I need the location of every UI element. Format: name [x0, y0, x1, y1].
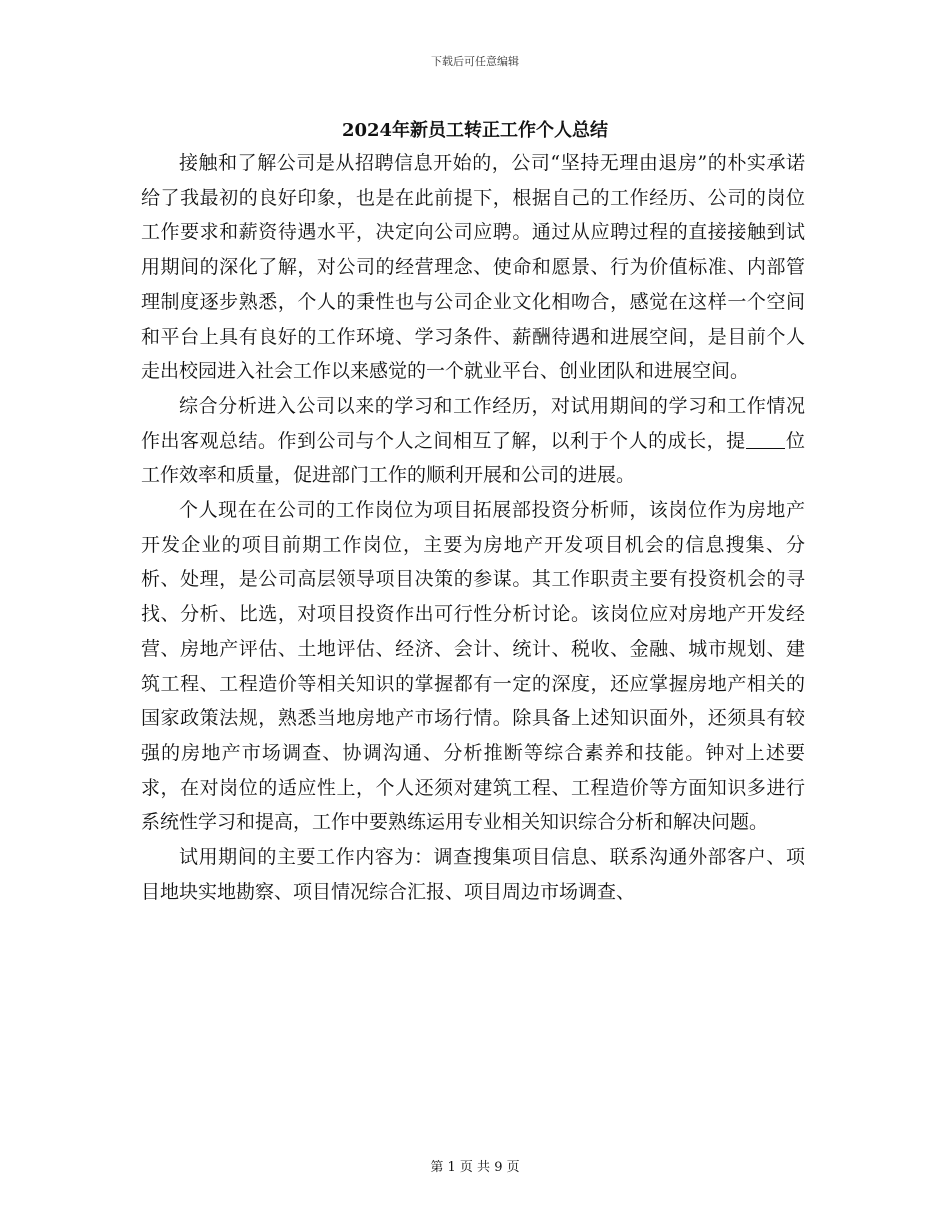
paragraph-1: 接触和了解公司是从招聘信息开始的，公司“坚持无理由退房”的朴实承诺给了我最初的良好印象，也是在此前提下，根据自己的工作经历、公司的岗位工作要求和薪资待遇水平，决定向公司应聘。通过从应聘过程的直接接触到试用期间的深化了解，对公司的经营理念、使命和愿景、行为价值标准、内部管理制度逐步熟悉，个人的秉性也与公司企业文化相吻合，感觉在这样一个空间和平台上具有良好的工作环境、学习条件、薪酬待遇和进展空间，是目前个人走出校园进入社会工作以来感觉的一个就业平台、创业团队和进展空间。: [141, 152, 805, 383]
paragraph-4: 试用期间的主要工作内容为：调查搜集项目信息、联系沟通外部客户、项目地块实地勘察、项目情况综合汇报、项目周边市场调查、: [141, 846, 805, 903]
page-indicator: 第 1 页 共 9 页: [430, 1160, 520, 1175]
paragraph-2-text-after-blank: 位工作效率和质量，促进部门工作的顺利开展和公司的进展。: [141, 429, 805, 487]
paragraph-2: [141, 389, 805, 493]
paragraph-2-text-before-blank: 综合分析进入公司以来的学习和工作经历，对试用期间的学习和工作情况作出客观总结。作到公司与个人之间相互了解，以利于个人的成长，提: [141, 394, 805, 452]
fill-in-blank: [746, 429, 786, 449]
document-title: 2024年新员工转正工作个人总结: [341, 120, 609, 141]
header-note: 下载后可任意编辑: [431, 55, 519, 68]
document-body: [141, 146, 805, 909]
paragraph-3: 个人现在在公司的工作岗位为项目拓展部投资分析师，该岗位作为房地产开发企业的项目前期工作岗位，主要为房地产开发项目机会的信息搜集、分析、处理，是公司高层领导项目决策的参谋。其工作职责主要有投资机会的寻找、分析、比选，对项目投资作出可行性分析讨论。该岗位应对房地产开发经营、房地产评估、土地评估、经济、会计、统计、税收、金融、城市规划、建筑工程、工程造价等相关知识的掌握都有一定的深度，还应掌握房地产相关的国家政策法规，熟悉当地房地产市场行情。除具备上述知识面外，还须具有较强的房地产市场调查、协调沟通、分析推断等综合素养和技能。钟对上述要求，在对岗位的适应性上，个人还须对建筑工程、工程造价等方面知识多进行系统性学习和提高，工作中要熟练运用专业相关知识综合分析和解决问题。: [141, 499, 805, 834]
